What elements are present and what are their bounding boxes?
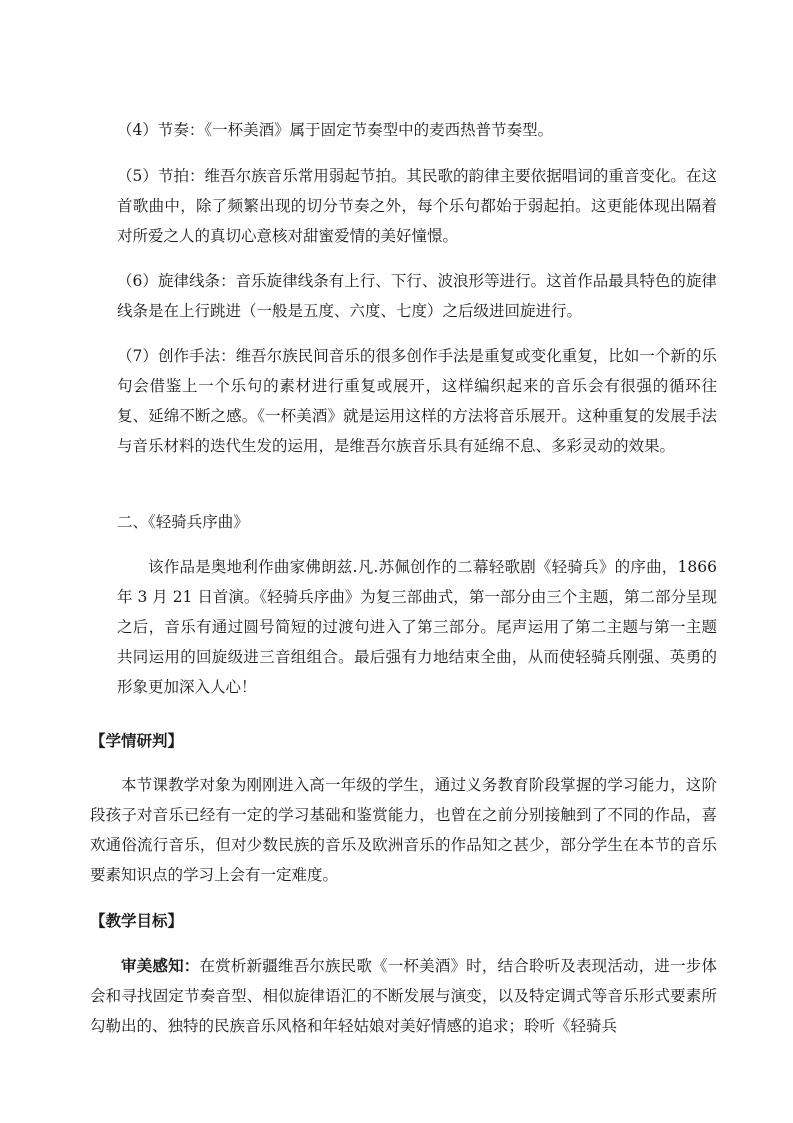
paragraph-technique: （7）创作手法：维吾尔族民间音乐的很多创作手法是重复或变化重复，比如一个新的乐句会借鉴上一个乐句的素材进行重复或展开，这样编织起来的音乐会有很强的循环往复、延绵不断之感。《一杯美酒》就是运用这样的方法将音乐展开。这种重复的发展手法与音乐材料的迭代生发的运用，是维吾尔族音乐具有延绵不息、多彩灵动的效果。	[117, 347, 717, 455]
section-heading-objectives: 【教学目标】	[90, 911, 184, 930]
objective-text: 在赏析新疆维吾尔族民歌《一杯美酒》时，结合聆听及表现活动，进一步体会和寻找固定节奏音型、相似旋律语汇的不断发展与演变，以及特定调式等音乐形式要素所勾勒出的、独特的民族音乐风格和年轻姑娘对美好情感的追求；聆听《轻骑兵	[90, 957, 717, 1035]
paragraph-meter: （5）节拍：维吾尔族音乐常用弱起节拍。其民歌的韵律主要依据唱词的重音变化。在这首歌曲中，除了频繁出现的切分节奏之外，每个乐句都始于弱起拍。这更能体现出隔着对所爱之人的真切心意核对甜蜜爱情的美好憧憬。	[117, 167, 717, 245]
paragraph-rhythm: （4）节奏：《一杯美酒》属于固定节奏型中的麦西热普节奏型。	[117, 121, 554, 139]
paragraph-student-analysis: 本节课教学对象为刚刚进入高一年级的学生，通过义务教育阶段掌握的学习能力，这阶段孩子对音乐已经有一定的学习基础和鉴赏能力，也曾在之前分别接触到了不同的作品，喜欢通俗流行音乐，但对少数民族的音乐及欧洲音乐的作品知之甚少，部分学生在本节的音乐要素知识点的学习上会有一定难度。	[90, 776, 717, 884]
section-heading-student-analysis: 【学情研判】	[90, 731, 184, 750]
paragraph-objectives	[90, 951, 717, 1041]
paragraph-melody: （6）旋律线条：音乐旋律线条有上行、下行、波浪形等进行。这首作品最具特色的旋律线条是在上行跳进（一般是五度、六度、七度）之后级进回旋进行。	[117, 272, 717, 320]
objective-term: 审美感知：	[121, 956, 200, 975]
section-heading-light-cavalry: 二、《轻骑兵序曲》	[117, 513, 249, 531]
paragraph-light-cavalry: 该作品是奥地利作曲家佛朗兹.凡.苏佩创作的二幕轻歌剧《轻骑兵》的序曲，1866 年 3 月 21 日首演。《轻骑兵序曲》为复三部曲式，第一部分由三个主题，第二部分呈现之后，音乐有通过圆号简短的过渡句进入了第三部分。尾声运用了第二主题与第一主题共同运用的回旋级进三音组组合。最后强有力地结束全曲，从而使轻骑兵刚强、英勇的形象更加深入人心！	[117, 558, 717, 696]
